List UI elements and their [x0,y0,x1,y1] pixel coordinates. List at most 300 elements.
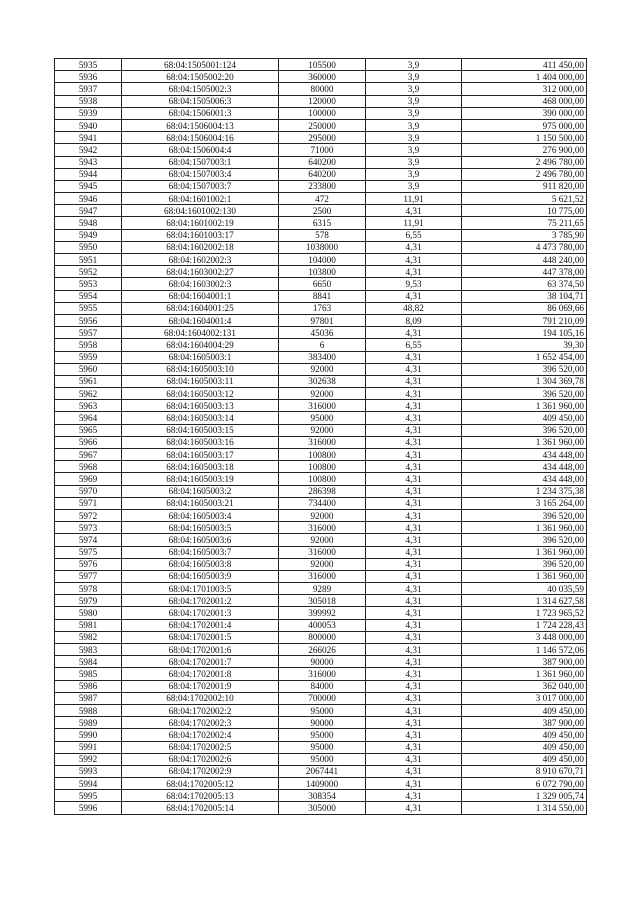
cadastral-number-cell: 68:04:1605003:13 [122,400,279,412]
table-row [55,168,587,180]
row-number-cell: 5949 [55,229,122,241]
table-row [55,241,587,253]
cadastral-number-cell: 68:04:1605003:12 [122,388,279,400]
row-number-cell: 5971 [55,497,122,509]
row-number-cell: 5958 [55,339,122,351]
table-row [55,302,587,314]
table-row [55,351,587,363]
value-cell: 1 361 960,00 [462,436,587,448]
area-cell: 316000 [279,522,366,534]
table-row [55,412,587,424]
area-cell: 316000 [279,570,366,582]
value-cell: 1 652 454,00 [462,351,587,363]
rate-cell: 4,31 [366,644,462,656]
area-cell: 302638 [279,375,366,387]
value-cell: 1 304 369,78 [462,375,587,387]
table-row [55,680,587,692]
rate-cell: 4,31 [366,607,462,619]
row-number-cell: 5972 [55,509,122,521]
rate-cell: 4,31 [366,534,462,546]
table-row [55,729,587,741]
cadastral-number-cell: 68:04:1507003:7 [122,180,279,192]
area-cell: 95000 [279,704,366,716]
table-row [55,753,587,765]
row-number-cell: 5956 [55,314,122,326]
value-cell: 1 361 960,00 [462,570,587,582]
rate-cell: 4,31 [366,327,462,339]
row-number-cell: 5976 [55,558,122,570]
cadastral-number-cell: 68:04:1702002:3 [122,717,279,729]
cadastral-number-cell: 68:04:1601002:1 [122,193,279,205]
value-cell: 434 448,00 [462,449,587,461]
row-number-cell: 5970 [55,485,122,497]
row-number-cell: 5946 [55,193,122,205]
rate-cell: 4,31 [366,424,462,436]
table-row [55,327,587,339]
row-number-cell: 5953 [55,278,122,290]
cadastral-number-cell: 68:04:1605003:8 [122,558,279,570]
value-cell: 387 900,00 [462,717,587,729]
row-number-cell: 5982 [55,631,122,643]
area-cell: 95000 [279,741,366,753]
value-cell: 396 520,00 [462,509,587,521]
value-cell: 1 234 375,38 [462,485,587,497]
table-row [55,229,587,241]
cadastral-number-cell: 68:04:1605003:5 [122,522,279,534]
value-cell: 10 775,00 [462,205,587,217]
table-row [55,717,587,729]
cadastral-number-cell: 68:04:1604001:25 [122,302,279,314]
rate-cell: 4,31 [366,765,462,777]
rate-cell: 4,31 [366,558,462,570]
table-row [55,156,587,168]
row-number-cell: 5988 [55,704,122,716]
rate-cell: 4,31 [366,717,462,729]
table-row [55,144,587,156]
value-cell: 396 520,00 [462,388,587,400]
row-number-cell: 5981 [55,619,122,631]
row-number-cell: 5974 [55,534,122,546]
row-number-cell: 5994 [55,778,122,790]
rate-cell: 8,09 [366,314,462,326]
rate-cell: 48,82 [366,302,462,314]
area-cell: 1763 [279,302,366,314]
value-cell: 86 069,66 [462,302,587,314]
area-cell: 399992 [279,607,366,619]
table-row [55,485,587,497]
rate-cell: 4,31 [366,436,462,448]
rate-cell: 4,31 [366,753,462,765]
table-row [55,583,587,595]
rate-cell: 4,31 [366,375,462,387]
cadastral-number-cell: 68:04:1605003:6 [122,534,279,546]
cadastral-number-cell: 68:04:1601003:17 [122,229,279,241]
area-cell: 6315 [279,217,366,229]
cadastral-number-cell: 68:04:1605003:14 [122,412,279,424]
table-row [55,509,587,521]
cadastral-number-cell: 68:04:1702001:9 [122,680,279,692]
value-cell: 468 000,00 [462,95,587,107]
value-cell: 409 450,00 [462,729,587,741]
row-number-cell: 5966 [55,436,122,448]
row-number-cell: 5986 [55,680,122,692]
area-cell: 92000 [279,509,366,521]
value-cell: 38 104,71 [462,290,587,302]
table-row [55,400,587,412]
rate-cell: 4,31 [366,461,462,473]
area-cell: 233800 [279,180,366,192]
value-cell: 1 404 000,00 [462,71,587,83]
area-cell: 286398 [279,485,366,497]
value-cell: 409 450,00 [462,753,587,765]
table-row [55,290,587,302]
rate-cell: 3,9 [366,156,462,168]
area-cell: 92000 [279,363,366,375]
row-number-cell: 5977 [55,570,122,582]
area-cell: 9289 [279,583,366,595]
value-cell: 1 724 228,43 [462,619,587,631]
rate-cell: 3,9 [366,119,462,131]
table-row [55,254,587,266]
rate-cell: 6,55 [366,229,462,241]
table-row [55,704,587,716]
area-cell: 700000 [279,692,366,704]
table-row [55,193,587,205]
area-cell: 104000 [279,254,366,266]
row-number-cell: 5983 [55,644,122,656]
row-number-cell: 5957 [55,327,122,339]
cadastral-number-cell: 68:04:1505006:3 [122,95,279,107]
row-number-cell: 5948 [55,217,122,229]
row-number-cell: 5960 [55,363,122,375]
cadastral-number-cell: 68:04:1605003:15 [122,424,279,436]
rate-cell: 3,9 [366,71,462,83]
table-row [55,59,587,71]
cadastral-number-cell: 68:04:1601002:130 [122,205,279,217]
row-number-cell: 5954 [55,290,122,302]
table-row [55,668,587,680]
row-number-cell: 5940 [55,119,122,131]
cadastral-number-cell: 68:04:1702005:14 [122,802,279,814]
area-cell: 250000 [279,119,366,131]
cadastral-number-cell: 68:04:1603002:27 [122,266,279,278]
area-cell: 2500 [279,205,366,217]
rate-cell: 4,31 [366,449,462,461]
table-row [55,132,587,144]
value-cell: 3 165 264,00 [462,497,587,509]
row-number-cell: 5980 [55,607,122,619]
rate-cell: 4,31 [366,509,462,521]
rate-cell: 4,31 [366,704,462,716]
table-row [55,534,587,546]
rate-cell: 4,31 [366,254,462,266]
rate-cell: 4,31 [366,729,462,741]
value-cell: 1 361 960,00 [462,546,587,558]
rate-cell: 11,91 [366,217,462,229]
area-cell: 383400 [279,351,366,363]
cadastral-number-cell: 68:04:1702001:3 [122,607,279,619]
cadastral-number-cell: 68:04:1702002:2 [122,704,279,716]
value-cell: 409 450,00 [462,741,587,753]
cadastral-number-cell: 68:04:1505001:124 [122,59,279,71]
area-cell: 640200 [279,156,366,168]
area-cell: 295000 [279,132,366,144]
value-cell: 1 314 627,58 [462,595,587,607]
area-cell: 316000 [279,668,366,680]
cadastral-number-cell: 68:04:1506004:16 [122,132,279,144]
area-cell: 84000 [279,680,366,692]
cadastral-number-cell: 68:04:1605003:2 [122,485,279,497]
rate-cell: 3,9 [366,168,462,180]
rate-cell: 4,31 [366,241,462,253]
table-row [55,424,587,436]
value-cell: 396 520,00 [462,558,587,570]
row-number-cell: 5944 [55,168,122,180]
row-number-cell: 5984 [55,656,122,668]
row-number-cell: 5973 [55,522,122,534]
area-cell: 578 [279,229,366,241]
area-cell: 316000 [279,546,366,558]
area-cell: 8841 [279,290,366,302]
area-cell: 400053 [279,619,366,631]
row-number-cell: 5989 [55,717,122,729]
cadastral-number-cell: 68:04:1702001:6 [122,644,279,656]
area-cell: 95000 [279,753,366,765]
rate-cell: 4,31 [366,497,462,509]
row-number-cell: 5945 [55,180,122,192]
table-row [55,436,587,448]
area-cell: 100000 [279,107,366,119]
rate-cell: 4,31 [366,619,462,631]
cadastral-number-cell: 68:04:1702005:12 [122,778,279,790]
row-number-cell: 5996 [55,802,122,814]
area-cell: 100800 [279,449,366,461]
value-cell: 8 910 670,71 [462,765,587,777]
row-number-cell: 5965 [55,424,122,436]
row-number-cell: 5937 [55,83,122,95]
rate-cell: 4,31 [366,692,462,704]
rate-cell: 4,31 [366,778,462,790]
area-cell: 97801 [279,314,366,326]
cadastral-number-cell: 68:04:1702002:6 [122,753,279,765]
value-cell: 396 520,00 [462,363,587,375]
cadastral-number-cell: 68:04:1605003:17 [122,449,279,461]
cadastral-number-cell: 68:04:1702001:4 [122,619,279,631]
row-number-cell: 5941 [55,132,122,144]
row-number-cell: 5961 [55,375,122,387]
area-cell: 92000 [279,534,366,546]
cadastral-number-cell: 68:04:1604001:1 [122,290,279,302]
row-number-cell: 5964 [55,412,122,424]
area-cell: 100800 [279,473,366,485]
rate-cell: 4,31 [366,351,462,363]
area-cell: 6 [279,339,366,351]
table-row [55,607,587,619]
value-cell: 434 448,00 [462,473,587,485]
cadastral-number-cell: 68:04:1702002:9 [122,765,279,777]
table-row [55,741,587,753]
table-body [55,59,587,815]
row-number-cell: 5938 [55,95,122,107]
table-row [55,205,587,217]
value-cell: 434 448,00 [462,461,587,473]
value-cell: 194 105,16 [462,327,587,339]
cadastral-number-cell: 68:04:1507003:1 [122,156,279,168]
row-number-cell: 5968 [55,461,122,473]
row-number-cell: 5935 [55,59,122,71]
value-cell: 409 450,00 [462,704,587,716]
table-row [55,473,587,485]
rate-cell: 4,31 [366,546,462,558]
table-row [55,595,587,607]
cadastral-number-cell: 68:04:1702002:4 [122,729,279,741]
area-cell: 305018 [279,595,366,607]
row-number-cell: 5942 [55,144,122,156]
area-cell: 360000 [279,71,366,83]
value-cell: 1 314 550,00 [462,802,587,814]
rate-cell: 4,31 [366,656,462,668]
cadastral-number-cell: 68:04:1604002:131 [122,327,279,339]
cadastral-number-cell: 68:04:1602002:18 [122,241,279,253]
area-cell: 45036 [279,327,366,339]
table-row [55,95,587,107]
table-row [55,802,587,814]
area-cell: 6650 [279,278,366,290]
cadastral-number-cell: 68:04:1701003:5 [122,583,279,595]
rate-cell: 4,31 [366,790,462,802]
cadastral-number-cell: 68:04:1702002:10 [122,692,279,704]
cadastral-number-cell: 68:04:1702005:13 [122,790,279,802]
value-cell: 39,30 [462,339,587,351]
cadastral-number-cell: 68:04:1603002:3 [122,278,279,290]
rate-cell: 4,31 [366,363,462,375]
value-cell: 390 000,00 [462,107,587,119]
table-row [55,546,587,558]
row-number-cell: 5947 [55,205,122,217]
table-row [55,375,587,387]
value-cell: 448 240,00 [462,254,587,266]
value-cell: 1 146 572,06 [462,644,587,656]
rate-cell: 4,31 [366,473,462,485]
area-cell: 305000 [279,802,366,814]
row-number-cell: 5959 [55,351,122,363]
cadastral-number-cell: 68:04:1702001:8 [122,668,279,680]
rate-cell: 4,31 [366,412,462,424]
table-row [55,278,587,290]
cadastral-number-cell: 68:04:1605003:18 [122,461,279,473]
value-cell: 791 210,09 [462,314,587,326]
table-row [55,631,587,643]
rate-cell: 4,31 [366,400,462,412]
cadastral-number-cell: 68:04:1605003:21 [122,497,279,509]
area-cell: 92000 [279,388,366,400]
table-row [55,778,587,790]
area-cell: 1409000 [279,778,366,790]
rate-cell: 4,31 [366,741,462,753]
table-row [55,765,587,777]
table-row [55,449,587,461]
cadastral-number-cell: 68:04:1605003:7 [122,546,279,558]
table-row [55,522,587,534]
cadastral-number-cell: 68:04:1605003:9 [122,570,279,582]
value-cell: 40 035,59 [462,583,587,595]
row-number-cell: 5952 [55,266,122,278]
table-row [55,692,587,704]
row-number-cell: 5967 [55,449,122,461]
value-cell: 396 520,00 [462,424,587,436]
row-number-cell: 5939 [55,107,122,119]
area-cell: 90000 [279,656,366,668]
table-row [55,388,587,400]
cadastral-number-cell: 68:04:1702002:5 [122,741,279,753]
cadastral-number-cell: 68:04:1604004:29 [122,339,279,351]
rate-cell: 4,31 [366,266,462,278]
table-row [55,107,587,119]
value-cell: 312 000,00 [462,83,587,95]
rate-cell: 4,31 [366,485,462,497]
table-row [55,83,587,95]
cadastral-table [54,58,587,815]
value-cell: 396 520,00 [462,534,587,546]
rate-cell: 4,31 [366,522,462,534]
value-cell: 1 723 965,52 [462,607,587,619]
row-number-cell: 5950 [55,241,122,253]
rate-cell: 4,31 [366,668,462,680]
value-cell: 75 211,65 [462,217,587,229]
rate-cell: 3,9 [366,83,462,95]
table-row [55,217,587,229]
cadastral-number-cell: 68:04:1505002:20 [122,71,279,83]
rate-cell: 6,55 [366,339,462,351]
row-number-cell: 5962 [55,388,122,400]
table-row [55,363,587,375]
area-cell: 95000 [279,412,366,424]
value-cell: 2 496 780,00 [462,156,587,168]
cadastral-number-cell: 68:04:1605003:10 [122,363,279,375]
rate-cell: 9,53 [366,278,462,290]
area-cell: 71000 [279,144,366,156]
rate-cell: 4,31 [366,205,462,217]
table-row [55,266,587,278]
value-cell: 409 450,00 [462,412,587,424]
value-cell: 276 900,00 [462,144,587,156]
cadastral-number-cell: 68:04:1506001:3 [122,107,279,119]
row-number-cell: 5987 [55,692,122,704]
row-number-cell: 5990 [55,729,122,741]
value-cell: 387 900,00 [462,656,587,668]
table-row [55,71,587,83]
area-cell: 640200 [279,168,366,180]
rate-cell: 4,31 [366,680,462,692]
area-cell: 316000 [279,400,366,412]
cadastral-number-cell: 68:04:1605003:11 [122,375,279,387]
table-row [55,180,587,192]
cadastral-number-cell: 68:04:1605003:1 [122,351,279,363]
table-row [55,119,587,131]
cadastral-number-cell: 68:04:1507003:4 [122,168,279,180]
table-row [55,558,587,570]
value-cell: 911 820,00 [462,180,587,192]
table-row [55,790,587,802]
rate-cell: 3,9 [366,180,462,192]
rate-cell: 3,9 [366,59,462,71]
area-cell: 120000 [279,95,366,107]
row-number-cell: 5936 [55,71,122,83]
cadastral-number-cell: 68:04:1506004:13 [122,119,279,131]
rate-cell: 3,9 [366,132,462,144]
value-cell: 3 017 000,00 [462,692,587,704]
rate-cell: 4,31 [366,595,462,607]
